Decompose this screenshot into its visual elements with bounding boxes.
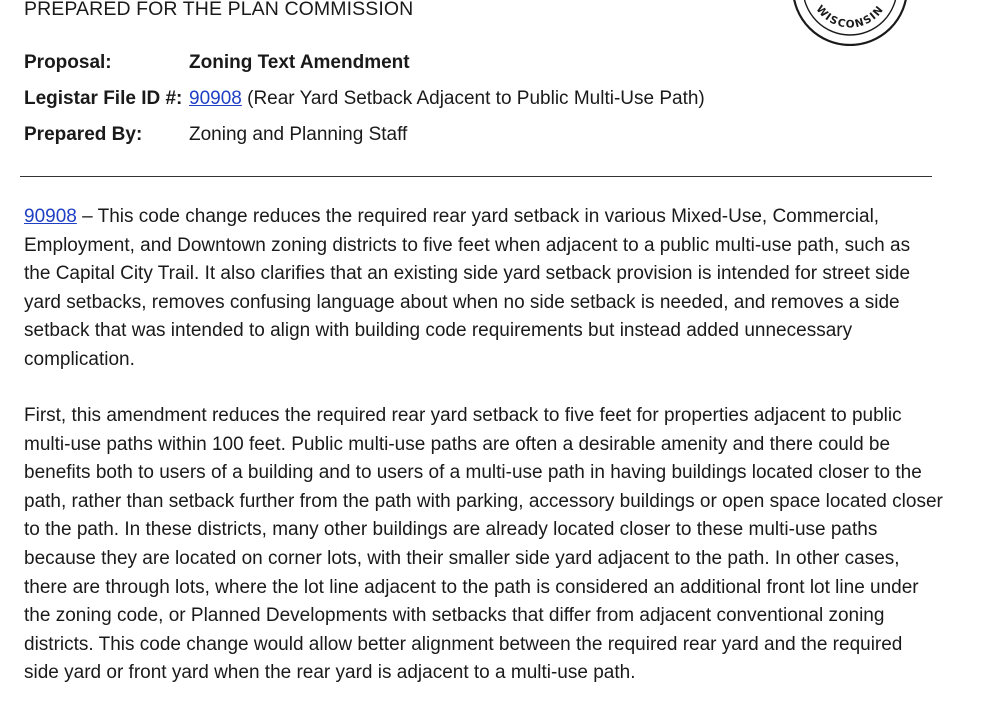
legistar-file-link[interactable]: 90908 <box>189 88 242 109</box>
detail-line: there are through lots, where the lot line adjacent to the path is considered an additional front lot line under <box>24 576 919 598</box>
svg-text:WISCONSIN: WISCONSIN <box>813 3 887 31</box>
legistar-file-description: (Rear Yard Setback Adjacent to Public Multi-Use Path) <box>241 88 705 109</box>
detail-line: First, this amendment reduces the required rear yard setback to five feet for properties adjacent to public <box>24 405 902 426</box>
summary-paragraph <box>24 203 944 375</box>
prepared-by-value: Zoning and Planning Staff <box>189 124 408 145</box>
header-divider <box>20 176 932 177</box>
summary-line: setback that was intended to align with building code requirements but instead added unnecessary <box>24 320 853 342</box>
summary-line: yard setbacks, removes confusing language about when no side setback is needed, and removes a side <box>24 291 900 313</box>
prepared-for-heading: PREPARED FOR THE PLAN COMMISSION <box>24 0 414 20</box>
detail-line: benefits both to users of a building and to users of a multi-use path in having buildings located closer to the <box>24 462 922 484</box>
detail-line: side yard or front yard when the rear yard is adjacent to a multi-use path. <box>24 662 636 684</box>
summary-line: complication. <box>24 348 135 370</box>
city-seal-logo <box>790 0 910 46</box>
prepared-by-label: Prepared By: <box>24 124 143 145</box>
amendment-detail-paragraph <box>24 402 944 688</box>
proposal-label: Proposal: <box>24 52 112 73</box>
legistar-file-value <box>189 88 705 110</box>
detail-line: districts. This code change would allow better alignment between the required rear yard and the required <box>24 633 903 655</box>
detail-line: multi-use paths within 100 feet. Public multi-use paths are often a desirable amenity and there could be <box>24 433 891 455</box>
summary-line-text: – This code change reduces the required rear yard setback in various Mixed-Use, Commercial, <box>76 206 880 227</box>
detail-line: to the path. In these districts, many other buildings are already located closer to these multi-use paths <box>24 519 878 541</box>
proposal-value: Zoning Text Amendment <box>189 52 410 73</box>
detail-line: path, rather than setback further from the path with parking, accessory buildings or open space located closer <box>24 490 943 512</box>
detail-line: the zoning code, or Planned Developments with setbacks that differ from adjacent conventional zoning <box>24 605 885 627</box>
summary-line: the Capital City Trail. It also clarifies that an existing side yard setback provision is intended for street side <box>24 263 911 285</box>
summary-line: Employment, and Downtown zoning districts to five feet when adjacent to a public multi-use path, such as <box>24 234 911 256</box>
summary-file-link[interactable]: 90908 <box>24 206 77 227</box>
summary-line <box>24 203 944 232</box>
detail-line: because they are located on corner lots, with their smaller side yard adjacent to the path. In other cases, <box>24 547 900 569</box>
legistar-file-label: Legistar File ID #: <box>24 88 183 109</box>
